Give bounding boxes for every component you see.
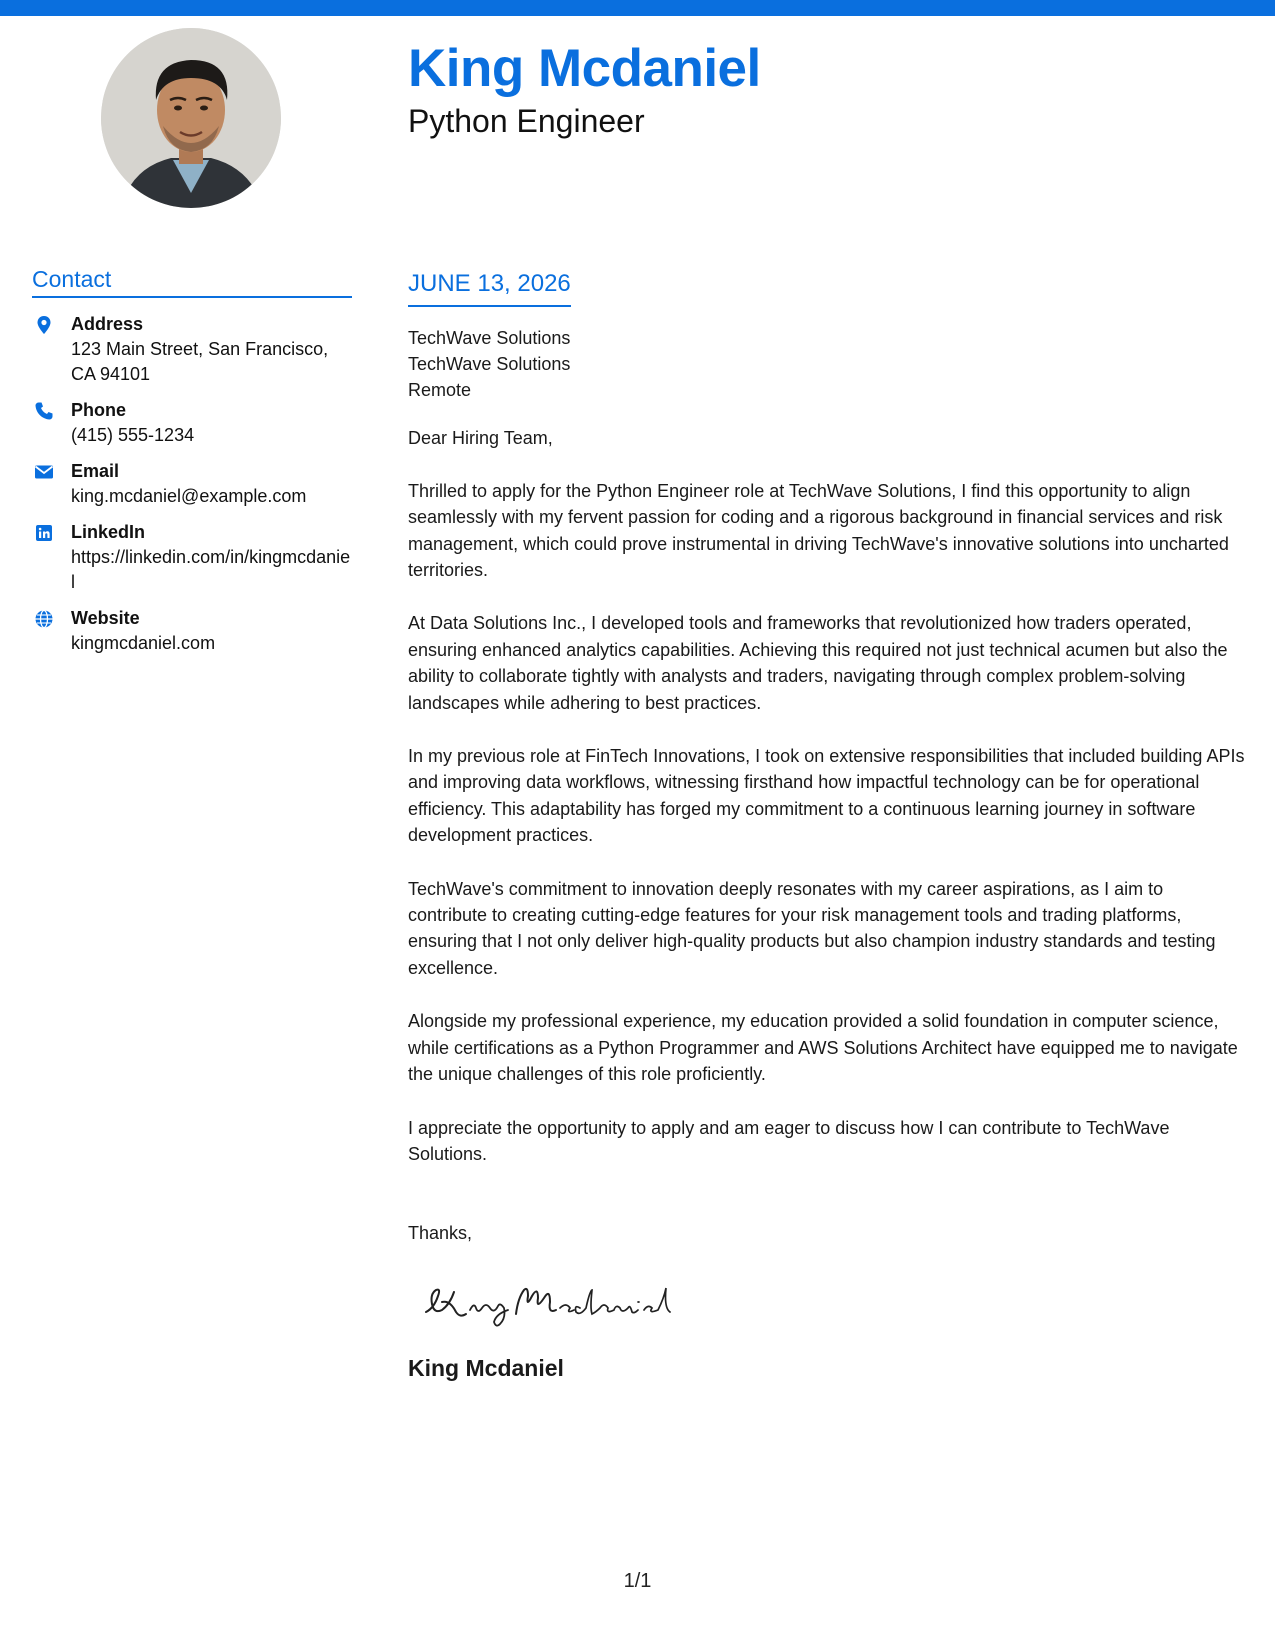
signature-image [420, 1268, 680, 1332]
top-accent-bar [0, 0, 1275, 16]
signer-name: King Mcdaniel [408, 1355, 564, 1382]
recipient-line: TechWave Solutions [408, 327, 571, 348]
address-value: 123 Main Street, San Francisco, CA 94101 [71, 338, 329, 384]
website-link[interactable]: kingmcdaniel.com [71, 632, 216, 653]
body-paragraph: In my previous role at FinTech Innovations, I took on extensive responsibilities that included building APIs and improving data workflows, witnessing firsthand how impactful technology can be for operational efficiency. This adaptability has forged my commitment to a continuous learning journey in software development practices. [408, 746, 1245, 846]
letter-date: JUNE 13, 2026 [408, 270, 571, 307]
candidate-name: King Mcdaniel [408, 39, 761, 98]
recipient-line: Remote [408, 379, 472, 400]
contact-item-linkedin [32, 520, 352, 595]
recipient-block [408, 325, 1246, 403]
salutation: Dear Hiring Team, [408, 427, 553, 448]
email-link[interactable]: king.mcdaniel@example.com [71, 485, 307, 506]
job-title: Python Engineer [408, 103, 645, 139]
contact-item-phone [32, 398, 352, 448]
contact-label: Address [71, 313, 144, 334]
contact-label: LinkedIn [71, 521, 146, 542]
globe-icon [34, 609, 54, 629]
body-paragraph: I appreciate the opportunity to apply and am eager to discuss how I can contribute to TechWave Solutions. [408, 1117, 1170, 1164]
body-paragraph: TechWave's commitment to innovation deeply resonates with my career aspirations, as I aim to contribute to creating cutting-edge features for your risk management tools and trading platforms, ensuring that I not only deliver high-quality products but also champion industry standards and testing excellence. [408, 878, 1216, 978]
envelope-icon [34, 462, 54, 482]
page-number: 1/1 [623, 1570, 652, 1592]
body-paragraph: Thrilled to apply for the Python Engineer role at TechWave Solutions, I find this opportunity to align seamlessly with my fervent passion for coding and a rigorous background in financial services and risk management, which could prove instrumental in driving TechWave's innovative solutions into uncharted territories. [408, 480, 1229, 581]
contact-label: Email [71, 460, 120, 481]
phone-value[interactable]: (415) 555-1234 [71, 424, 195, 445]
linkedin-icon [34, 523, 54, 543]
recipient-line: TechWave Solutions [408, 353, 571, 374]
contact-sidebar [32, 266, 352, 667]
closing: Thanks, [408, 1223, 473, 1244]
body-paragraph: Alongside my professional experience, my education provided a solid foundation in computer science, while certifications as a Python Programmer and AWS Solutions Architect have equipped me to navigate the unique challenges of this role proficiently. [408, 1011, 1238, 1085]
contact-item-address [32, 312, 352, 387]
body-paragraph: At Data Solutions Inc., I developed tools and frameworks that revolutionized how traders operated, ensuring enhanced analytics capabilities. Achieving this required not just technical acumen but also the ability to collaborate tightly with analysts and traders, navigating through complex problem-solving landscapes while adhering to best practices. [408, 613, 1228, 713]
contact-label: Website [71, 607, 140, 628]
contact-item-email [32, 459, 352, 509]
letter-body [408, 270, 1246, 1383]
contact-item-website [32, 606, 352, 656]
contact-label: Phone [71, 399, 127, 420]
map-pin-icon [34, 315, 54, 335]
phone-icon [34, 401, 54, 421]
profile-photo [101, 28, 281, 208]
contact-heading: Contact [32, 266, 352, 298]
linkedin-link[interactable]: https://linkedin.com/in/kingmcdaniel [71, 546, 351, 592]
